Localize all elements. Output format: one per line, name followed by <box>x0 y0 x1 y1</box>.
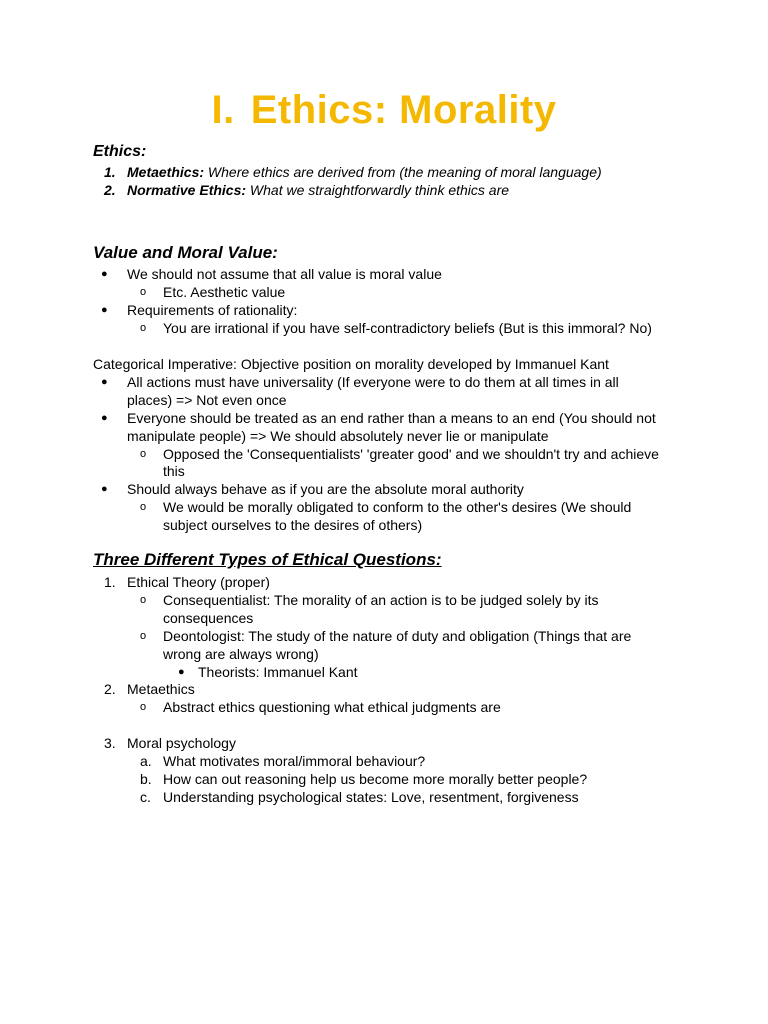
circle-bullet-icon: o <box>140 701 147 713</box>
ethics-item-1-number: 1. <box>104 164 116 180</box>
bullet-icon: ● <box>101 268 108 280</box>
circle-bullet-icon: o <box>140 630 147 642</box>
categorical-bullet-2-sub-line-2: this <box>163 463 185 479</box>
types-item-2: Metaethics <box>127 681 195 697</box>
page-title <box>0 88 768 133</box>
circle-bullet-icon: o <box>140 322 147 334</box>
types-item-2-sub: Abstract ethics questioning what ethical judgments are <box>163 699 501 715</box>
categorical-bullet-3: Should always behave as if you are the absolute moral authority <box>127 481 524 497</box>
ethics-item-2-number: 2. <box>104 182 116 198</box>
types-item-1-sub-2-line-2: wrong are always wrong) <box>163 646 319 662</box>
bullet-icon: ● <box>178 666 185 678</box>
types-item-1-number: 1. <box>104 574 116 590</box>
ethics-item-1-desc: Where ethics are derived from (the meaning of moral language) <box>204 164 602 180</box>
types-item-3-a: What motivates moral/immoral behaviour? <box>163 753 426 769</box>
circle-bullet-icon: o <box>140 594 147 606</box>
title-text: Ethics: Morality <box>250 88 557 132</box>
categorical-bullet-2-sub-line-1: Opposed the 'Consequentialists' 'greater good' and we shouldn't try and achieve <box>163 446 659 462</box>
types-item-3: Moral psychology <box>127 735 236 751</box>
ethics-item-2-term: Normative Ethics: <box>127 182 247 198</box>
title-numeral: I. <box>211 88 235 132</box>
bullet-icon: ● <box>101 483 108 495</box>
value-bullet-1: We should not assume that all value is moral value <box>127 266 442 282</box>
categorical-intro: Categorical Imperative: Objective position on morality developed by Immanuel Kant <box>93 356 609 372</box>
types-item-3-a-letter: a. <box>140 753 152 769</box>
types-item-3-number: 3. <box>104 735 116 751</box>
ethics-item-2 <box>127 181 509 199</box>
ethics-item-1 <box>127 163 602 181</box>
types-item-3-c-letter: c. <box>140 789 151 805</box>
circle-bullet-icon: o <box>140 286 147 298</box>
types-item-1-sub-1-line-1: Consequentialist: The morality of an action is to be judged solely by its <box>163 592 599 608</box>
categorical-bullet-3-sub-line-2: subject ourselves to the desires of others) <box>163 517 423 533</box>
ethics-heading: Ethics: <box>93 143 147 160</box>
ethics-item-1-term: Metaethics: <box>127 164 205 180</box>
categorical-bullet-1-line-1: All actions must have universality (If everyone were to do them at all times in all <box>127 374 619 390</box>
bullet-icon: ● <box>101 304 108 316</box>
categorical-bullet-2-line-2: manipulate people) => We should absolutely never lie or manipulate <box>127 428 549 444</box>
circle-bullet-icon: o <box>140 448 147 460</box>
types-item-2-number: 2. <box>104 681 116 697</box>
types-item-3-c: Understanding psychological states: Love, resentment, forgiveness <box>163 789 579 805</box>
types-item-1-sub-1-line-2: consequences <box>163 610 254 626</box>
types-heading: Three Different Types of Ethical Questions: <box>93 550 442 569</box>
types-item-3-b-letter: b. <box>140 771 152 787</box>
circle-bullet-icon: o <box>140 501 147 513</box>
categorical-bullet-1-line-2: places) => Not even once <box>127 392 287 408</box>
value-bullet-2: Requirements of rationality: <box>127 302 298 318</box>
categorical-bullet-3-sub-line-1: We would be morally obligated to conform to the other's desires (We should <box>163 499 632 515</box>
types-item-1-sub-2-line-1: Deontologist: The study of the nature of duty and obligation (Things that are <box>163 628 632 644</box>
bullet-icon: ● <box>101 376 108 388</box>
categorical-bullet-2-line-1: Everyone should be treated as an end rather than a means to an end (You should not <box>127 410 656 426</box>
types-item-3-b: How can out reasoning help us become more morally better people? <box>163 771 588 787</box>
value-bullet-1-sub: Etc. Aesthetic value <box>163 284 286 300</box>
bullet-icon: ● <box>101 412 108 424</box>
types-item-1: Ethical Theory (proper) <box>127 574 270 590</box>
types-item-1-sub-2-sub: Theorists: Immanuel Kant <box>198 664 358 680</box>
value-heading: Value and Moral Value: <box>93 243 278 262</box>
ethics-item-2-desc: What we straightforwardly think ethics are <box>246 182 510 198</box>
value-bullet-2-sub: You are irrational if you have self-contradictory beliefs (But is this immoral? No) <box>163 320 652 336</box>
